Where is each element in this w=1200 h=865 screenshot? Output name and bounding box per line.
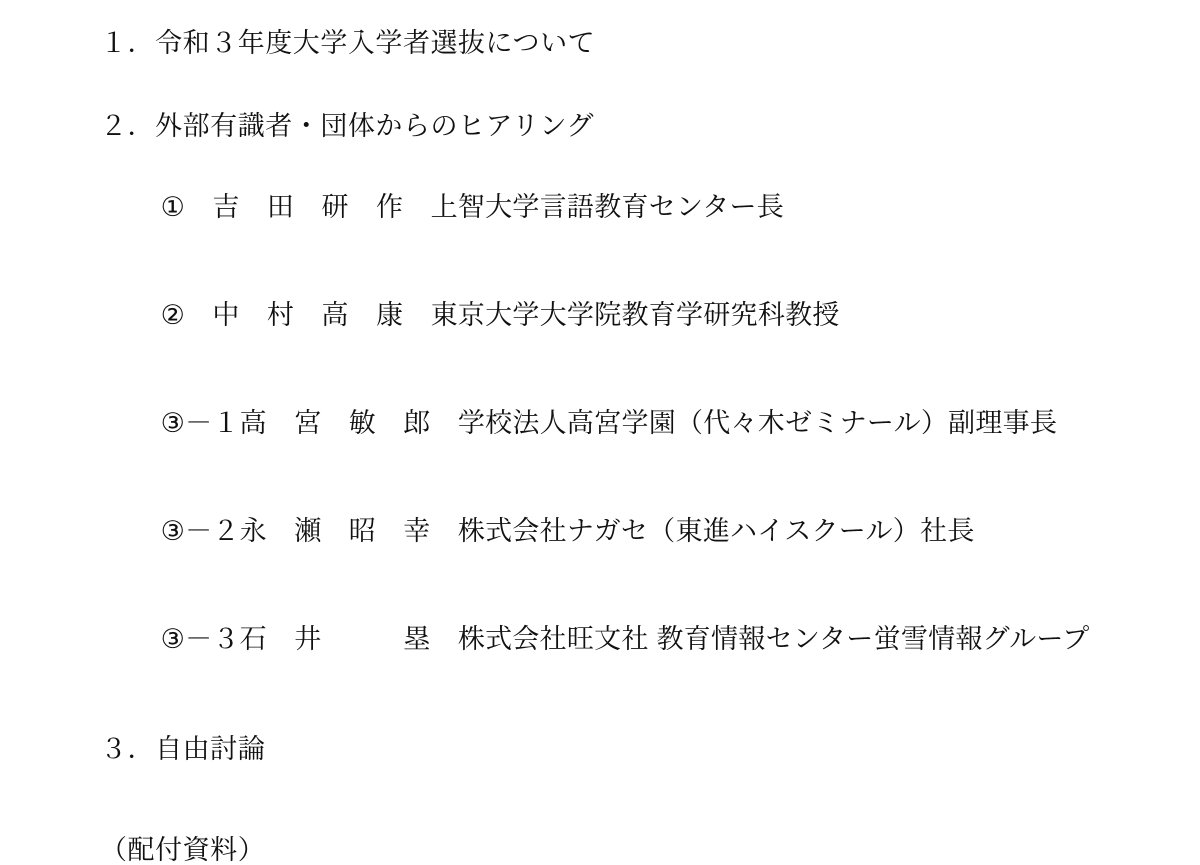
list-item [100,599,1140,680]
hearing-number: ① [160,192,186,222]
agenda-item-2: ２．外部有識者・団体からのヒアリング [100,111,595,141]
hearing-organization: 上智大学言語教育センター長 [430,192,785,222]
spacer [100,819,1140,837]
list-item [100,275,1140,356]
hearing-number: ③－１ [160,408,240,438]
hearing-number: ② [160,300,186,330]
spacer [100,680,1140,736]
list-item [100,383,1140,464]
hearing-name: 高 宮 敏 郎 [239,408,431,438]
agenda-item-3: ３．自由討論 [100,734,266,764]
hearing-list [100,167,1140,680]
attachment-heading: （配付資料） [100,835,266,865]
hearing-name: 中 村 高 康 [185,300,404,330]
spacer [100,763,1140,819]
hearing-number: ③－３ [160,624,240,654]
list-item [100,167,1140,248]
list-item [100,491,1140,572]
hearing-name: 永 瀬 昭 幸 [239,516,431,546]
hearing-organization: 東京大学大学院教育学研究科教授 [430,300,840,330]
hearing-number: ③－２ [160,516,240,546]
hearing-organization: 学校法人高宮学園（代々木ゼミナール）副理事長 [457,408,1058,438]
hearing-name: 石 井 塁 [239,624,431,654]
spacer [100,57,1140,113]
hearing-name: 吉 田 研 作 [185,192,404,222]
agenda-item-1: １．令和３年度大学入学者選抜について [100,28,596,58]
hearing-organization: 株式会社ナガセ（東進ハイスクール）社長 [457,516,975,546]
hearing-organization: 株式会社旺文社 教育情報センター蛍雪情報グループ [457,624,1090,654]
